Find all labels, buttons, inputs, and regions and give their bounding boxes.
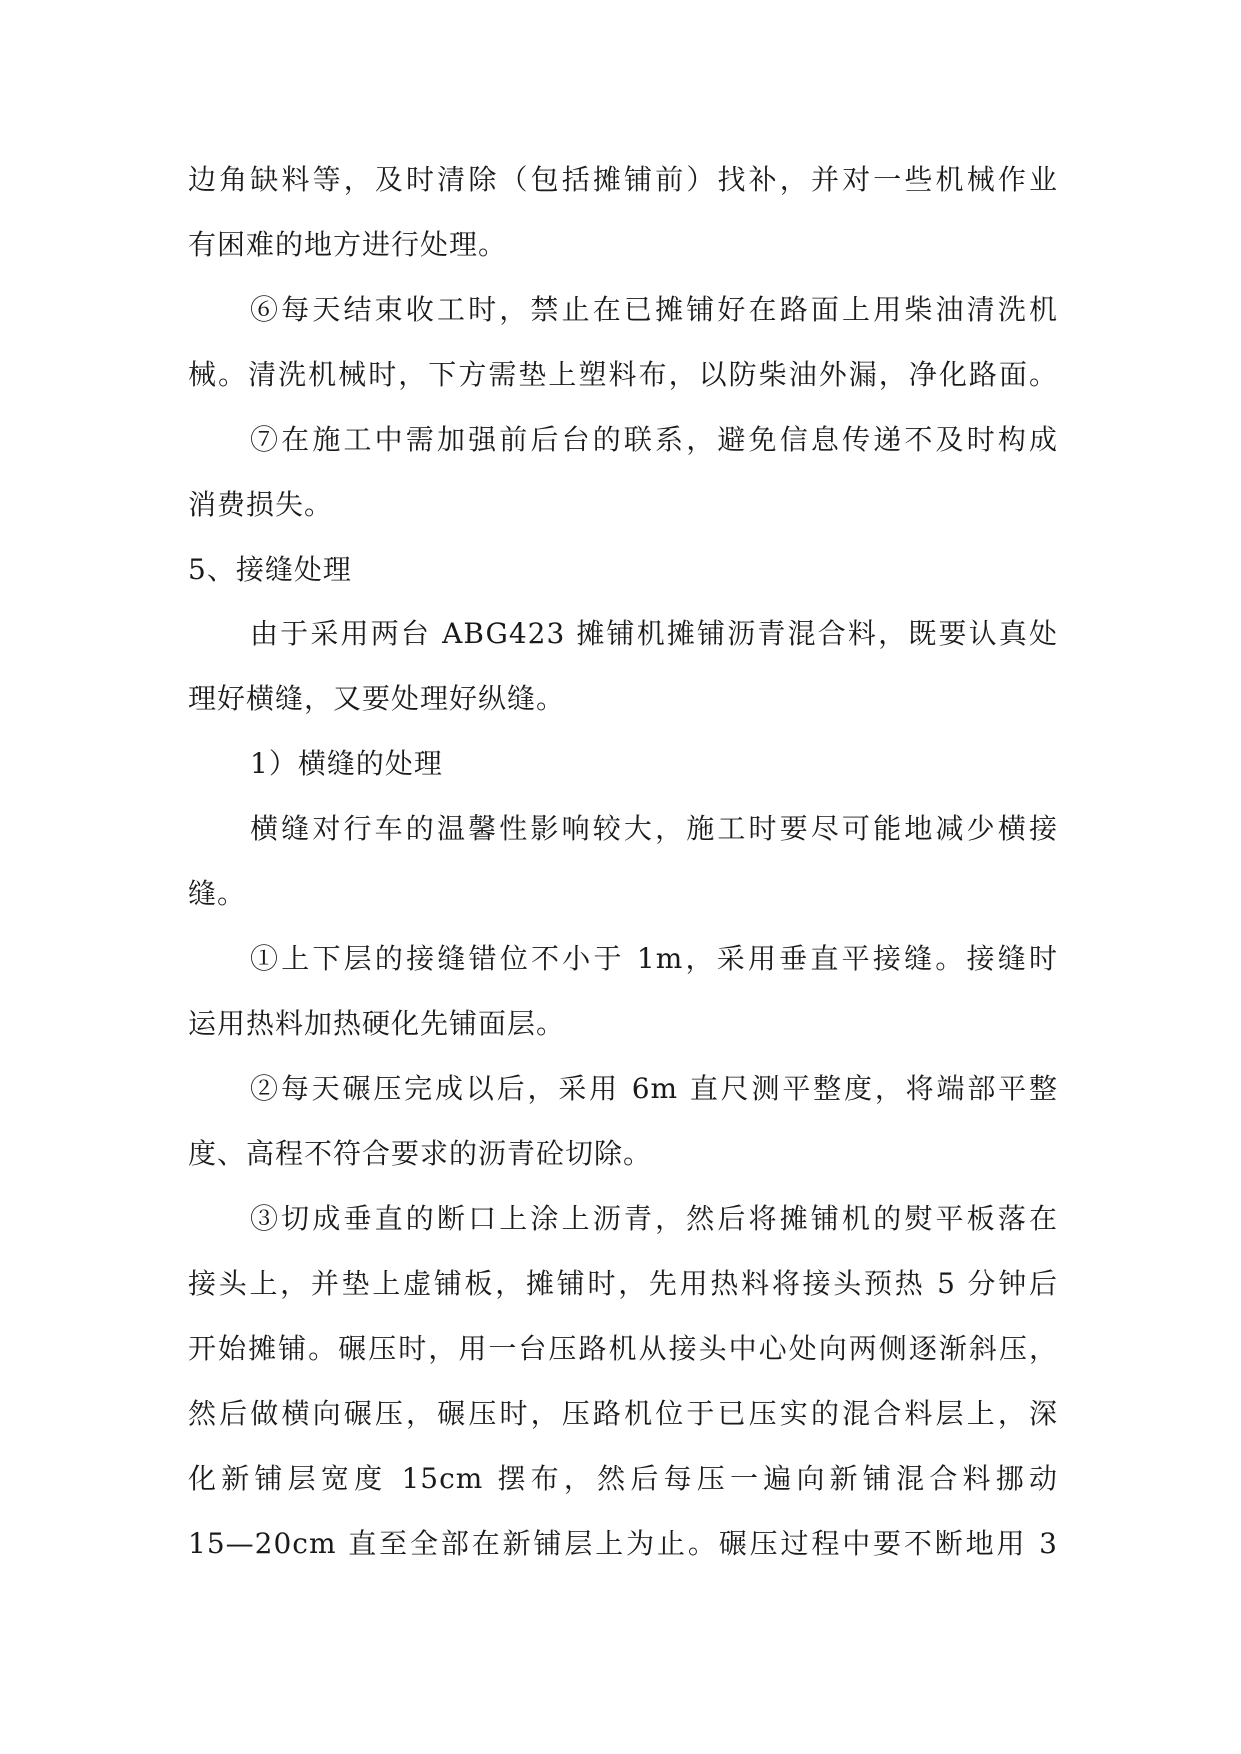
text-line-13: ①上下层的接缝错位不小于 1m，采用垂直平接缝。接缝时 bbox=[250, 942, 1058, 975]
text-line-2: 有困难的地方进行处理。 bbox=[188, 228, 508, 261]
text-line-6: 消费损失。 bbox=[188, 488, 334, 521]
text-line-5: ⑦在施工中需加强前后台的联系，避免信息传递不及时构成 bbox=[250, 423, 1058, 456]
text-line-20: 然后做横向碾压，碾压时，压路机位于已压实的混合料层上，深 bbox=[188, 1397, 1058, 1430]
text-line-21: 化新铺层宽度 15cm 摆布，然后每压一遍向新铺混合料挪动 bbox=[188, 1462, 1058, 1495]
text-line-8: 由于采用两台 ABG423 摊铺机摊铺沥青混合料，既要认真处 bbox=[250, 617, 1058, 650]
text-line-14: 运用热料加热硬化先铺面层。 bbox=[188, 1007, 566, 1040]
text-line-22: 15—20cm 直至全部在新铺层上为止。碾压过程中要不断地用 3 bbox=[188, 1527, 1058, 1560]
text-line-3: ⑥每天结束收工时，禁止在已摊铺好在路面上用柴油清洗机 bbox=[250, 293, 1058, 326]
text-line-19: 开始摊铺。碾压时，用一台压路机从接头中心处向两侧逐渐斜压， bbox=[188, 1332, 1058, 1365]
text-line-4: 械。清洗机械时，下方需垫上塑料布，以防柴油外漏，净化路面。 bbox=[188, 358, 1058, 391]
text-line-12: 缝。 bbox=[188, 877, 247, 910]
text-line-11: 横缝对行车的温馨性影响较大，施工时要尽可能地减少横接 bbox=[250, 812, 1058, 845]
text-line-16: 度、高程不符合要求的沥青砼切除。 bbox=[188, 1137, 653, 1170]
text-line-9: 理好横缝，又要处理好纵缝。 bbox=[188, 682, 566, 715]
text-line-1: 边角缺料等，及时清除（包括摊铺前）找补，并对一些机械作业 bbox=[188, 163, 1058, 196]
text-line-18: 接头上，并垫上虚铺板，摊铺时，先用热料将接头预热 5 分钟后 bbox=[188, 1267, 1058, 1300]
text-line-17: ③切成垂直的断口上涂上沥青，然后将摊铺机的熨平板落在 bbox=[250, 1202, 1058, 1235]
subheading-transverse-joint: 1）横缝的处理 bbox=[250, 747, 443, 780]
text-line-15: ②每天碾压完成以后，采用 6m 直尺测平整度，将端部平整 bbox=[250, 1072, 1058, 1105]
section-heading-joint: 5、接缝处理 bbox=[188, 553, 352, 586]
